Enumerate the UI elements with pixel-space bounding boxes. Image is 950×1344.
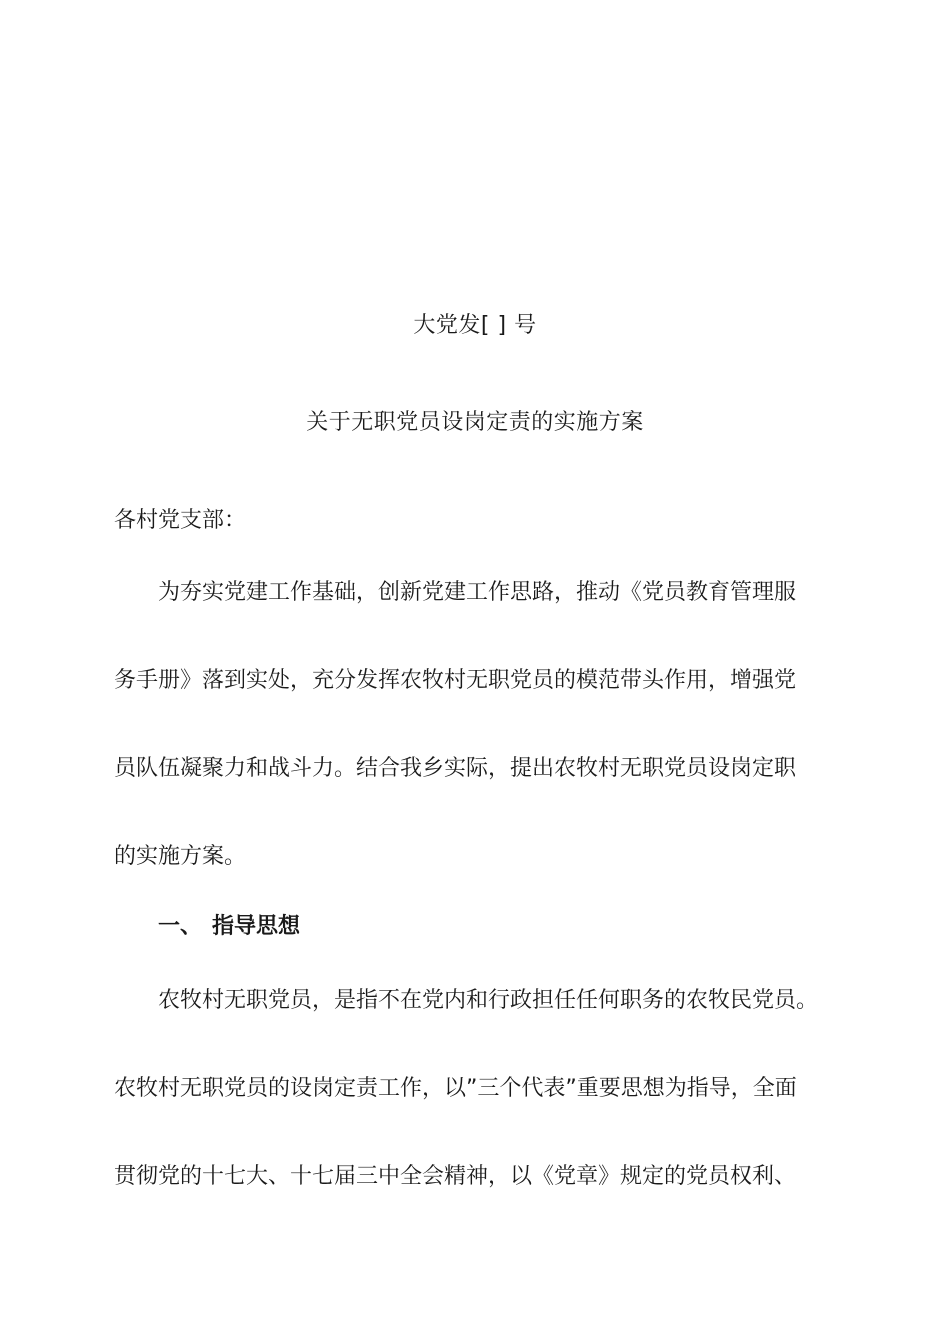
intro-paragraph	[114, 549, 850, 901]
section-heading-guiding-ideology	[158, 911, 300, 943]
paragraph-line: 的实施方案。	[114, 844, 247, 869]
paragraph-line: 农牧村无职党员的设岗定责工作，以”三个代表”重要思想为指导，全面	[114, 1076, 797, 1101]
paragraph-line: 农牧村无职党员，是指不在党内和行政担任任何职务的农牧民党员。	[158, 988, 819, 1013]
document-title: 关于无职党员设岗定责的实施方案	[306, 410, 644, 435]
section-number: 一、	[158, 914, 203, 939]
paragraph-line: 务手册》落到实处，充分发挥农牧村无职党员的模范带头作用，增强党	[114, 668, 797, 693]
paragraph-line: 为夯实党建工作基础，创新党建工作思路，推动《党员教育管理服	[158, 580, 797, 605]
salutation: 各村党支部：	[114, 508, 247, 533]
section-title: 指导思想	[212, 914, 301, 939]
document-number: 大党发[ ] 号	[413, 313, 537, 338]
guiding-ideology-paragraph	[114, 957, 850, 1221]
paragraph-line: 员队伍凝聚力和战斗力。结合我乡实际，提出农牧村无职党员设岗定职	[114, 756, 797, 781]
paragraph-line: 贯彻党的十七大、十七届三中全会精神，以《党章》规定的党员权利、	[114, 1164, 797, 1189]
